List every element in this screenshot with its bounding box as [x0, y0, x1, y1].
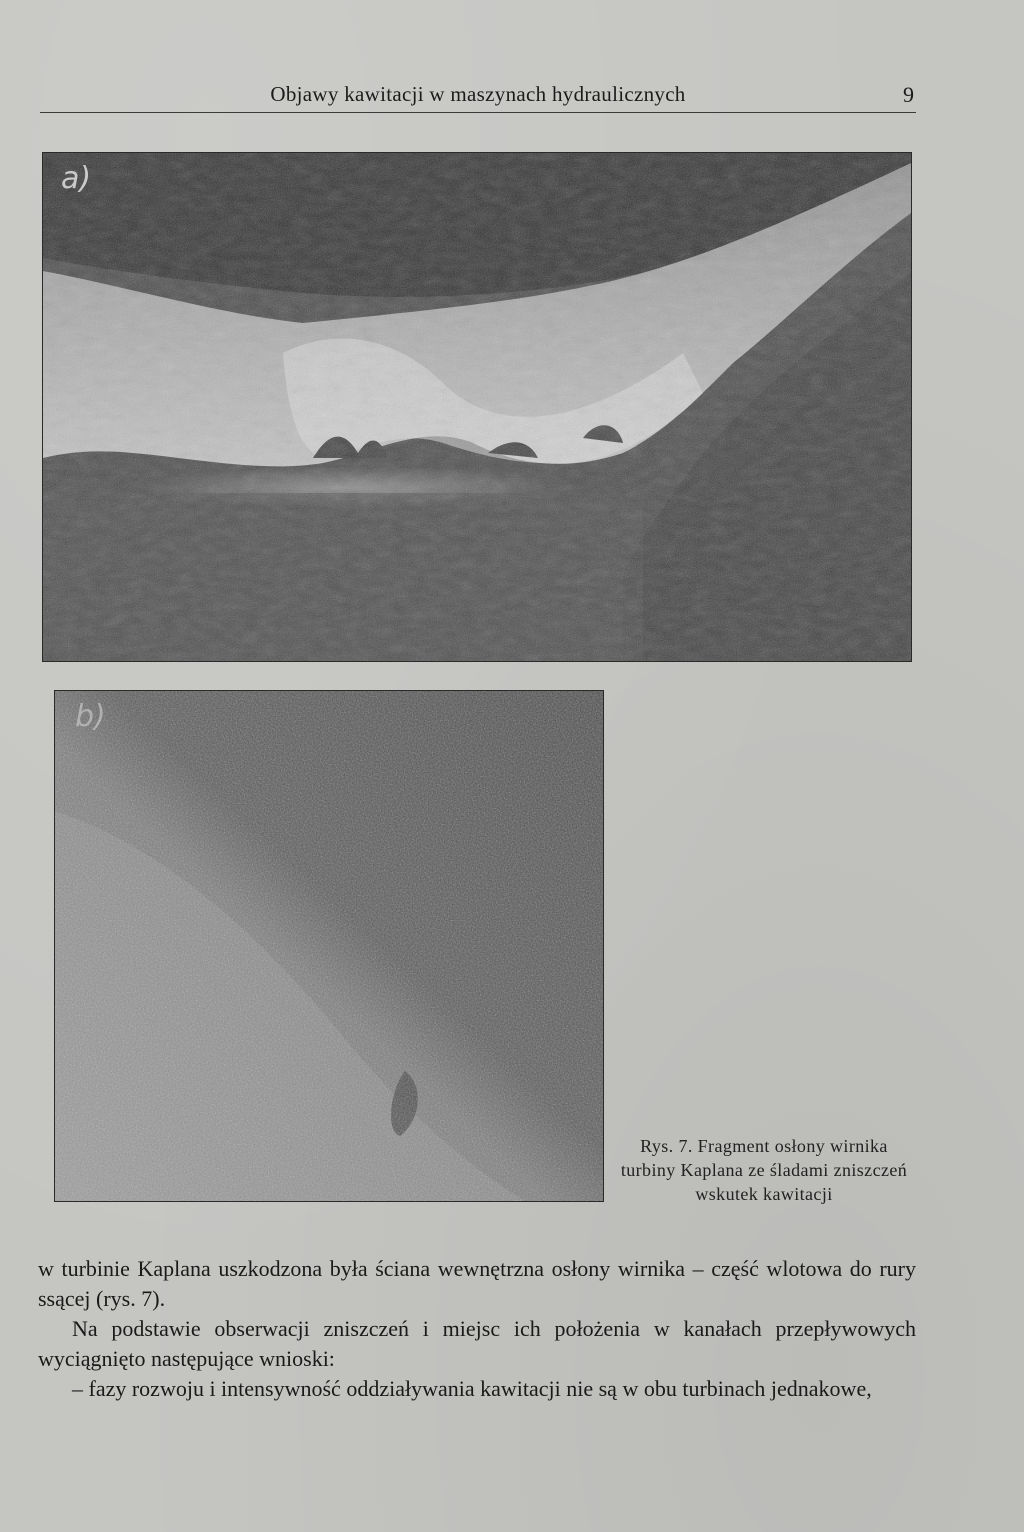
photo-a [42, 152, 912, 662]
photo-b [54, 690, 604, 1202]
running-header [40, 80, 916, 113]
page-number: 9 [903, 82, 914, 107]
photo-b-label: b) [75, 699, 106, 734]
paragraph-continuation: w turbinie Kaplana uszkodzona była ściana wewnętrzna osłony wirnika – część wlotowa do rury ssącej (rys. 7). [38, 1256, 916, 1311]
running-title: Objawy kawitacji w maszynach hydraulicznych [270, 82, 686, 106]
figure-caption: Rys. 7. Fragment osłony wirnika turbiny Kaplana ze śladami zniszczeń wskutek kawitacji [620, 1136, 908, 1204]
photo-a-image [43, 153, 911, 661]
photo-a-label: a) [61, 161, 92, 196]
paragraph-conclusions-intro: Na podstawie obserwacji zniszczeń i miejsc ich położenia w kanałach przepływowych wyciągnięto następujące wnioski: [38, 1316, 916, 1371]
paragraph-conclusion-item: – fazy rozwoju i intensywność oddziaływania kawitacji nie są w obu turbinach jednakowe, [72, 1376, 872, 1401]
photo-b-image [55, 691, 603, 1201]
body-text [38, 1254, 916, 1404]
